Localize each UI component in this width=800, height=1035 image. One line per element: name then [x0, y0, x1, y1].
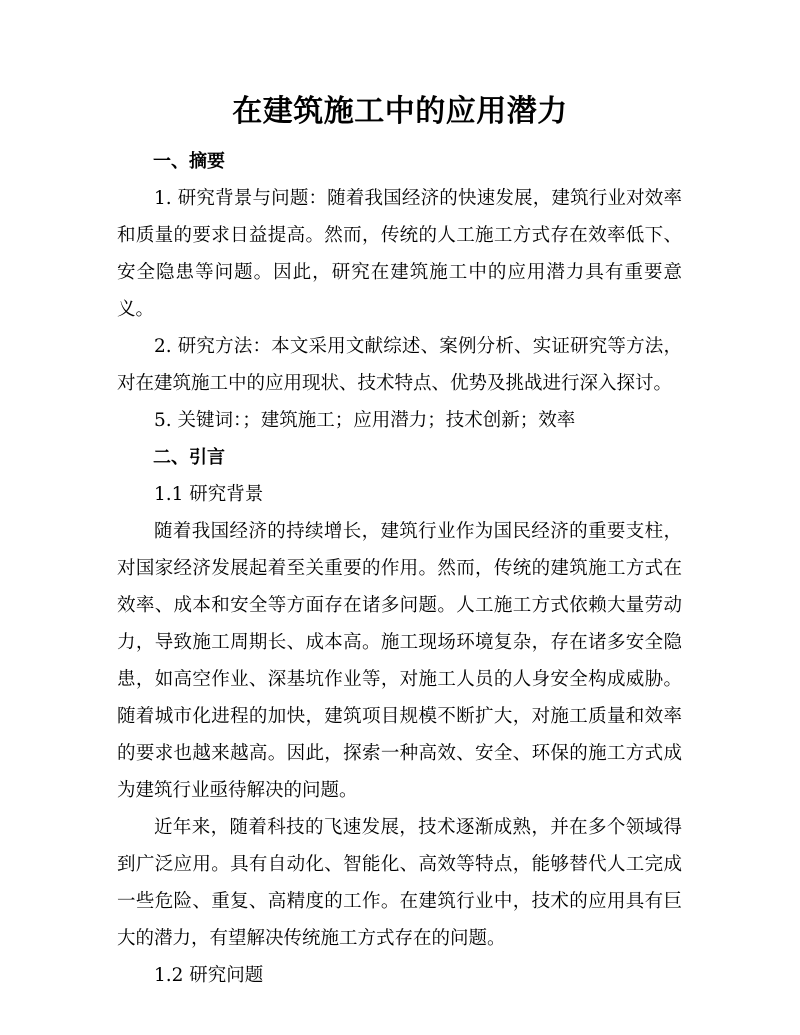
section-heading-abstract: 一、摘要	[153, 151, 225, 172]
document-body	[117, 143, 682, 994]
background-paragraph-1: 随着我国经济的持续增长，建筑行业作为国民经济的重要支柱，对国家经济发展起着至关重要的作用。然而，传统的建筑施工方式在效率、成本和安全等方面存在诸多问题。人工施工方式依赖大量劳动力，导致施工周期长、成本高。施工现场环境复杂，存在诸多安全隐患，如高空作业、深基坑作业等，对施工人员的人身安全构成威胁。随着城市化进程的加快，建筑项目规模不断扩大，对施工质量和效率的要求也越来越高。因此，探索一种高效、安全、环保的施工方式成为建筑行业亟待解决的问题。	[117, 521, 682, 801]
keywords-paragraph: 5. 关键词：；建筑施工；应用潜力；技术创新；效率	[154, 410, 576, 431]
section-heading-introduction: 二、引言	[153, 447, 225, 468]
subsection-heading-background: 1.1 研究背景	[154, 484, 264, 505]
subsection-heading-research-question: 1.2 研究问题	[154, 965, 264, 986]
background-paragraph-2: 近年来，随着科技的飞速发展，技术逐渐成熟，并在多个领域得到广泛应用。具有自动化、智能化、高效等特点，能够替代人工完成一些危险、重复、高精度的工作。在建筑行业中，技术的应用具有巨大的潜力，有望解决传统施工方式存在的问题。	[117, 817, 682, 949]
abstract-method-paragraph: 2. 研究方法：本文采用文献综述、案例分析、实证研究等方法，对在建筑施工中的应用现状、技术特点、优势及挑战进行深入探讨。	[117, 336, 682, 394]
document-title: 在建筑施工中的应用潜力	[232, 94, 568, 129]
abstract-background-paragraph: 1. 研究背景与问题：随着我国经济的快速发展，建筑行业对效率和质量的要求日益提高。然而，传统的人工施工方式存在效率低下、安全隐患等问题。因此，研究在建筑施工中的应用潜力具有重要意义。	[117, 188, 682, 320]
